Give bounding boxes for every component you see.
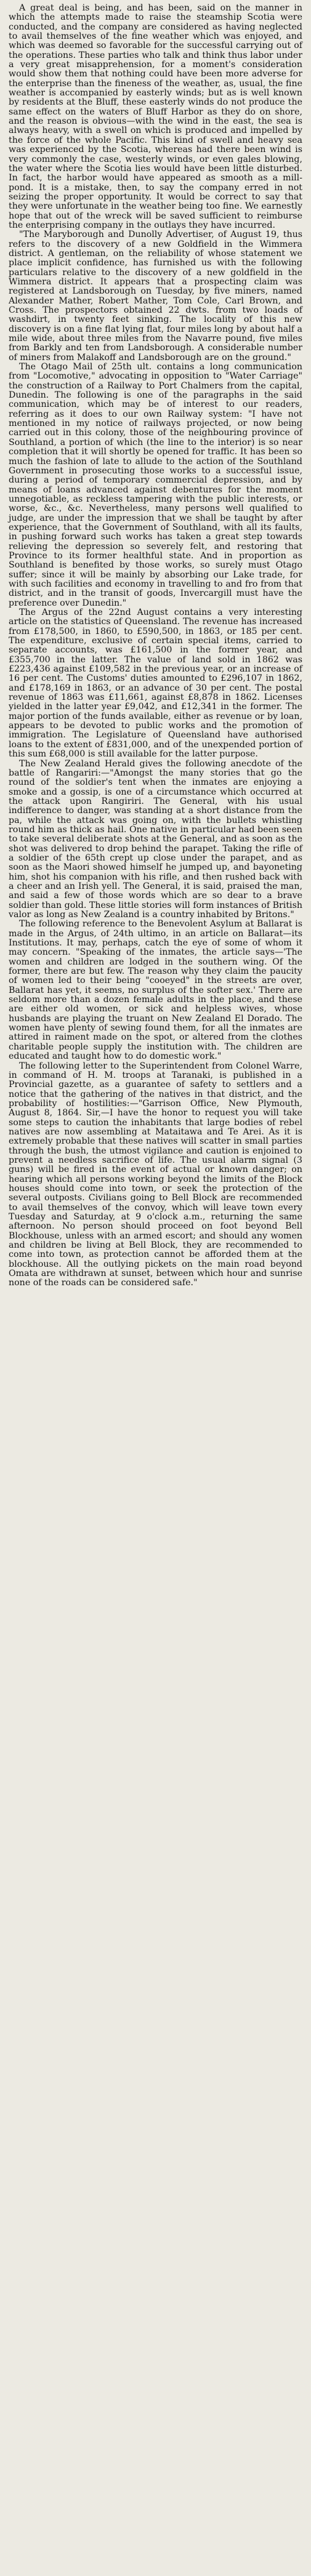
paragraph-ballarat-asylum: The following reference to the Benevolent Asylum at Ballarat is made in the Argus, of 24th ultimo, in an article on Ballarat—its Institutions. It may, perhaps, catch the eye of some of whom it may concern. "Speaking of the inmates, the article says—'The women and children are lodged in the southern wing. Of the former, there are but few. The reason why they claim the paucity of women led to their being "cooeyed" in the streets are over, Ballarat has yet, it seems, no surplus of the softer sex.' There are seldom more than a dozen female adults in the place, and these are either old women, or sick and helpless wives, whose husbands are playing the truant on New Zealand El Dorado. The women have plenty of sewing found them, for all the inmates are attired in raiment made on the spot, or altered from the clothes charitable people supply the institution with. The children are educated and taught how to do domestic work." bbox=[9, 919, 302, 1062]
paragraph-otago-railway: The Otago Mail of 25th ult. contains a long communication from "Locomotive," advocating in opposition to "Water Carriage" the construction of a Railway to Port Chalmers from the capital, Dunedin. The following is one of the paragraphs in the said communication, which may be of interest to our readers, referring as it does to our own Railway system: "I have not mentioned in my notice of railways projected, or now being carried out in this colony, those of the neighbouring province of Southland, a portion of which (the line to the interior) is so near completion that it will shortly be opened for traffic. It has been so much the fashion of late to allude to the action of the Southland Government in prosecuting those works to a successful issue, during a period of temporary commercial depression, and by means of loans advanced against debentures for the moment unnegotiable, as reckless tampering with the public interests, or worse, &c., &c. Nevertheless, many persons well qualified to judge, are under the impression that we shall be taught by after experience, that the Government of Southland, with all its faults, in pushing forward such works has taken a great step towards relieving the depression so severely felt, and restoring that Province to its former healthful state. And in proportion as Southland is benefited by those works, so surely must Otago suffer; since it will be mainly by absorbing our Lake trade, for with such facilities and economy in travelling to and fro from that district, and in the transit of goods, Invercargill must have the preference over Dunedin." bbox=[9, 362, 302, 608]
paragraph-queensland-statistics: The Argus of the 22nd August contains a very interesting article on the statistics of Queensland. The revenue has increased from £178,500, in 1860, to £590,500, in 1863, or 185 per cent. The expenditure, exclusive of certain special items, carried to separate accounts, was £161,500 in the former year, and £355,700 in the latter. The value of land sold in 1862 was £223,436 against £109,582 in the previous year, or an increase of 16 per cent. The Customs' duties amounted to £296,107 in 1862, and £178,169 in 1863, or an advance of 30 per cent. The postal revenue of 1863 was £11,661, against £8,878 in 1862. Licenses yielded in the latter year £9,042, and £12,341 in the former. The major portion of the funds available, either as revenue or by loan, appears to be devoted to public works and the promotion of immigration. The Legislature of Queensland have authorised loans to the extent of £831,000, and of the unexpended portion of this sum £68,000 is still available for the latter purpose. bbox=[9, 608, 302, 760]
paragraph-taranaki-letter: The following letter to the Superintendent from Colonel Warre, in command of H. M. troops at Taranaki, is published in a Provincial gazette, as a guarantee of safety to settlers and a notice that the gathering of the natives in that district, and the probability of hostilities:—"Garrison Office, New Plymouth, August 8, 1864. Sir,—I have the honor to request you will take some steps to caution the inhabitants that large bodies of rebel natives are now assembling at Mataitawa and Te Arei. As it is extremely probable that these natives will scatter in small parties through the bush, the utmost vigilance and caution is enjoined to prevent a needless sacrifice of life. The usual alarm signal (3 guns) will be fired in the event of actual or known danger; on hearing which all persons working beyond the limits of the Block houses should come into town, or seek the protection of the several outposts. Civilians going to Bell Block are recommended to avail themselves of the convoy, which will leave town every Tuesday and Saturday, at 9 o'clock a.m., returning the same afternoon. No person should proceed on foot beyond Bell Blockhouse, unless with an armed escort; and should any women and children be living at Bell Block, they are recommended to come into town, as protection cannot be afforded them at the blockhouse. All the outlying pickets on the main road beyond Omata are withdrawn at sunset, between which hour and sunrise none of the roads can be considered safe." bbox=[9, 1061, 302, 1288]
article-column bbox=[9, 4, 302, 1288]
paragraph-rangiriri-anecdote: The New Zealand Herald gives the following anecdote of the battle of Rangariri:—"Amongst the many stories that go the round of the soldier's tent when the inmates are enjoying a smoke and a gossip, is one of a circumstance which occurred at the attack upon Rangiriri. The General, with his usual indifference to danger, was standing at a short distance from the pa, while the attack was going on, with the bullets whistling round him as thick as hail. One native in particular had been seen to take several deliberate shots at the General, and as soon as the shot was delivered to drop behind the parapet. Taking the rifle of a soldier of the 65th crept up close under the parapet, and as soon as the Maori showed himself he jumped up, and bayoneting him, shot his companion with his rifle, and then rushed back with a cheer and an Irish yell. The General, it is said, praised the man, and said a few of those words which are so dear to a brave soldier than gold. These little stories will form instances of British valor as long as New Zealand is a country inhabited by Britons." bbox=[9, 758, 302, 920]
paragraph-scotia: A great deal is being, and has been, said on the manner in which the attempts made to raise the steamship Scotia were conducted, and the company are considered as having neglected to avail themselves of the fine weather which was enjoyed, and which was deemed so favorable for the successful carrying out of the operations. These parties who talk and think thus labor under a very great misapprehension, for a moment's consideration would show them that nothing could have been more adverse for the enterprise than the fineness of the weather, as, usual, the fine weather is accompanied by easterly winds; but as is well known by residents at the Bluff, these easterly winds do not produce the same effect on the waters of Bluff Harbor as they do on shore, and the reason is obvious—with the wind in the east, the sea is always heavy, with a swell on which is produced and impelled by the force of the whole Pacific. This kind of swell and heavy sea was experienced by the Scotia, whereas had there been wind is very commonly the case, westerly winds, or even gales blowing, the water where the Scotia lies would have been little disturbed. In fact, the harbor would have appeared as smooth as a mill-pond. It is a mistake, then, to say the company erred in not seizing the proper opportunity. It would be correct to say that they were unfortunate in the weather being too fine. We earnestly hope that out of the wreck will be saved sufficient to reimburse the enterprising company in the outlays they have incurred. bbox=[9, 3, 302, 230]
paragraph-wimmera-goldfield: "The Maryborough and Dunolly Advertiser, of August 19, thus refers to the discovery of a new Goldfield in the Wimmera district. A gentleman, on the reliability of whose statement we place implicit confidence, has furnished us with the following particulars relative to the discovery of a new goldfield in the Wimmera district. It appears that a prospecting claim was registered at Landsborough on Tuesday, by five miners, named Alexander Mather, Robert Mather, Tom Cole, Carl Brown, and Cross. The prospectors obtained 22 dwts. from two loads of washdirt, in twenty feet sinking. The locality of this new discovery is on a fine flat lying flat, four miles long by about half a mile wide, about three miles from the Navarre pound, five miles from Barkly and ten from Landsborough. A considerable number of miners from Malakoff and Landsborough are on the ground." bbox=[9, 230, 302, 363]
